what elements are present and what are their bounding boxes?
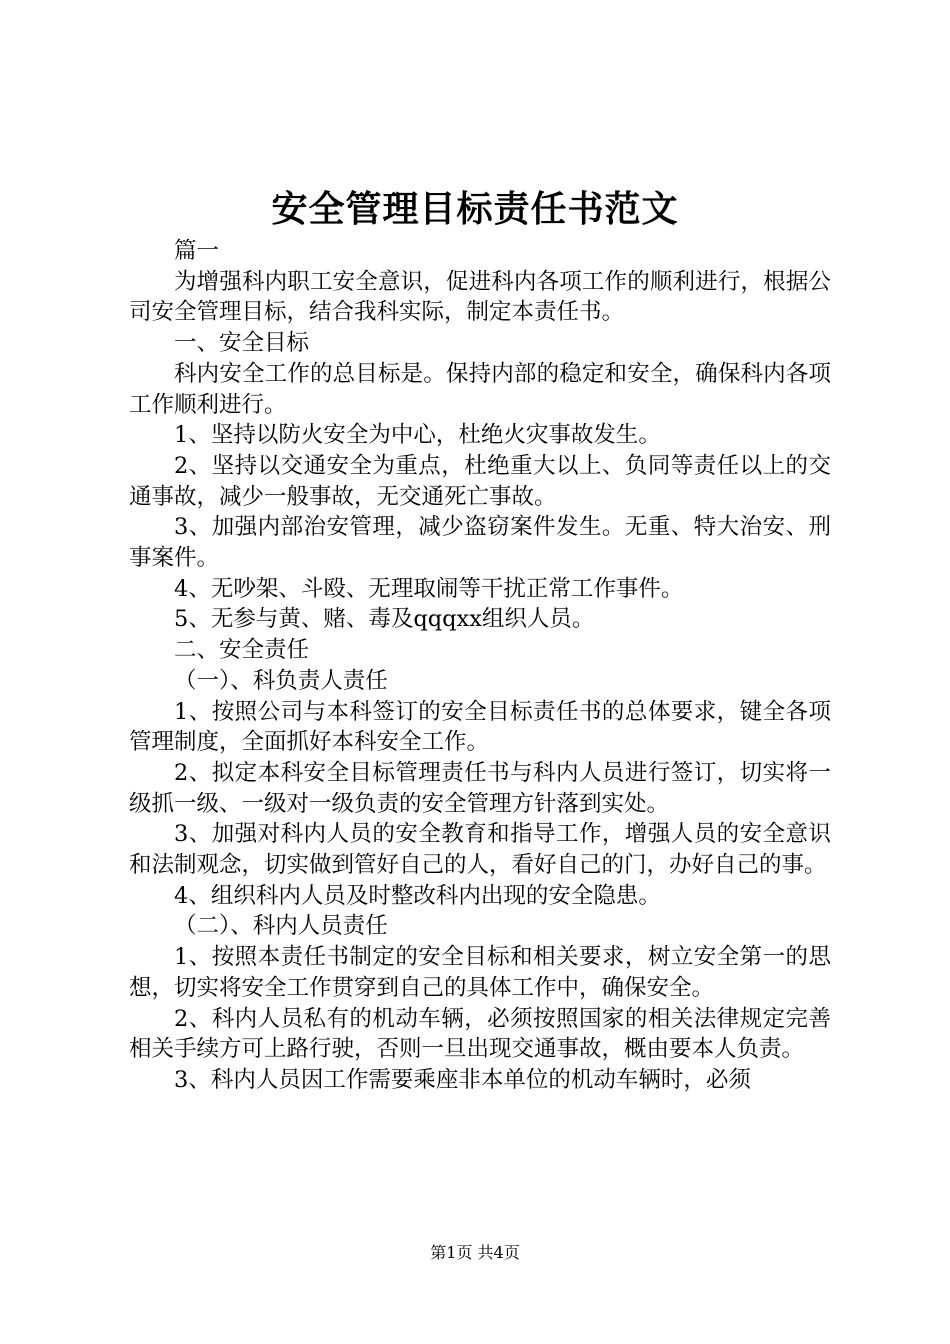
paragraph: 1、按照公司与本科签订的安全目标责任书的总体要求，键全各项管理制度，全面抓好本科安全工作。 bbox=[129, 698, 831, 756]
document-title: 安全管理目标责任书范文 bbox=[271, 188, 679, 230]
section-heading: 二、安全责任 bbox=[174, 637, 310, 664]
subsection-heading: （二）、科内人员责任 bbox=[174, 913, 388, 940]
section-heading: 一、安全目标 bbox=[174, 330, 310, 357]
paragraph: 3、加强对科内人员的安全教育和指导工作，增强人员的安全意识和法制观念，切实做到管好自己的人，看好自己的门，办好自己的事。 bbox=[129, 821, 831, 879]
document-body bbox=[129, 236, 831, 1096]
paragraph: 篇一 bbox=[174, 238, 220, 264]
paragraph: 1、坚持以防火安全为中心，杜绝火灾事故发生。 bbox=[174, 422, 661, 449]
paragraph: 4、组织科内人员及时整改科内出现的安全隐患。 bbox=[174, 882, 661, 909]
paragraph: 4、无吵架、斗殴、无理取闹等干扰正常工作事件。 bbox=[174, 575, 684, 602]
paragraph: 为增强科内职工安全意识，促进科内各项工作的顺利进行，根据公司安全管理目标，结合我科实际，制定本责任书。 bbox=[129, 268, 831, 326]
paragraph: 3、科内人员因工作需要乘座非本单位的机动车辆时，必须 bbox=[174, 1066, 751, 1093]
paragraph: 2、坚持以交通安全为重点，杜绝重大以上、负同等责任以上的交通事故，减少一般事故，无交通死亡事故。 bbox=[129, 452, 831, 510]
subsection-heading: （一）、科负责人责任 bbox=[174, 667, 388, 694]
paragraph: 2、科内人员私有的机动车辆，必须按照国家的相关法律规定完善相关手续方可上路行驶，否则一旦出现交通事故，概由要本人负责。 bbox=[129, 1005, 831, 1063]
paragraph: 5、无参与黄、赌、毒及qqqxx组织人员。 bbox=[174, 606, 595, 633]
paragraph: 3、加强内部治安管理，减少盗窃案件发生。无重、特大治安、刑事案件。 bbox=[129, 514, 831, 572]
page-footer: 第1页 共4页 bbox=[430, 1243, 520, 1262]
paragraph: 科内安全工作的总目标是。保持内部的稳定和安全，确保科内各项工作顺利进行。 bbox=[129, 360, 831, 418]
paragraph: 1、按照本责任书制定的安全目标和相关要求，树立安全第一的思想，切实将安全工作贯穿到自己的具体工作中，确保安全。 bbox=[129, 944, 831, 1001]
paragraph: 2、拟定本科安全目标管理责任书与科内人员进行签订，切实将一级抓一级、一级对一级负责的安全管理方针落到实处。 bbox=[129, 759, 831, 817]
